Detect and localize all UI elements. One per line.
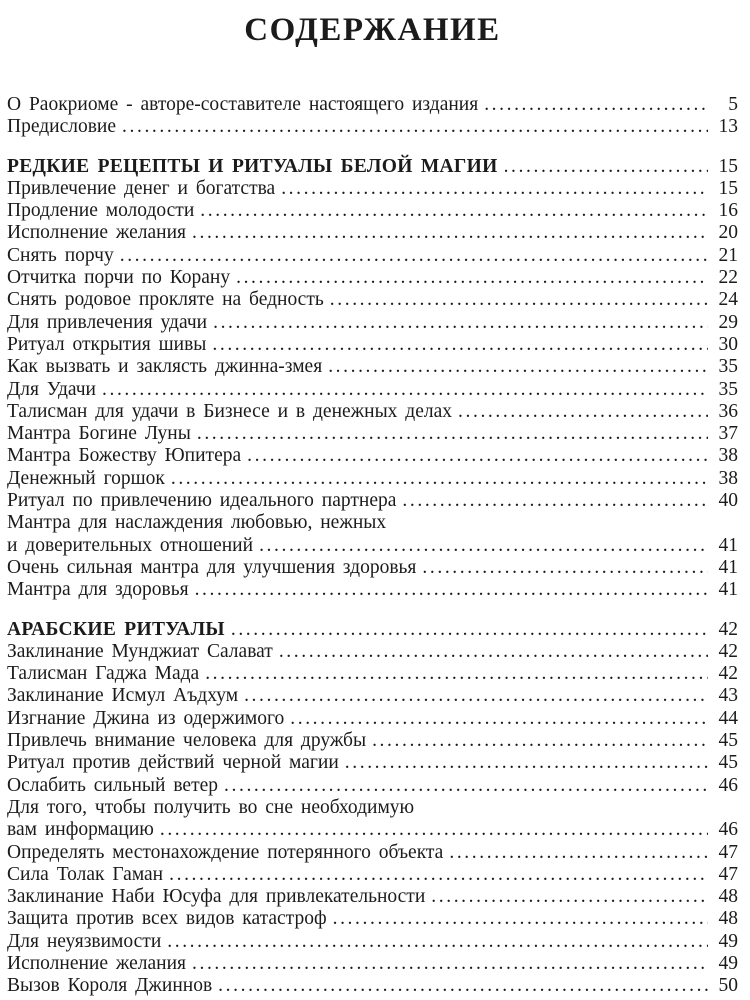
toc-section: [7, 619, 738, 998]
toc-entry-label: РЕДКИЕ РЕЦЕПТЫ И РИТУАЛЫ БЕЛОЙ МАГИИ: [7, 155, 498, 177]
toc-entry: [7, 730, 738, 752]
toc-entry-label: Для неуязвимости: [7, 930, 162, 952]
toc-entry-page: 36: [718, 400, 738, 422]
toc-entry-page: 20: [718, 222, 738, 244]
toc-entry: [7, 334, 738, 356]
toc-entry-page: 15: [718, 177, 738, 199]
toc-entry-page: 15: [718, 155, 738, 177]
toc-entry-label: Сила Толак Гаман: [7, 863, 164, 885]
toc-entry: [7, 178, 738, 200]
dot-leader: [213, 312, 708, 334]
toc-entry-label: Ослабить сильный ветер: [7, 774, 219, 796]
toc-entry-page: 41: [718, 534, 738, 556]
toc-entry-label: Мантра для здоровья: [7, 579, 189, 601]
toc-entry-label: Мантра Богине Луны: [7, 423, 191, 445]
dot-leader: [160, 819, 708, 841]
toc-section: [7, 94, 738, 139]
toc-entry-label: Мантра Божеству Юпитера: [7, 445, 242, 467]
toc-entry-label: Привлечь внимание человека для дружбы: [7, 730, 367, 752]
dot-leader: [212, 334, 708, 356]
toc-entry: [7, 953, 738, 975]
dot-leader: [122, 116, 708, 138]
toc-entry-page: 37: [718, 423, 738, 445]
toc-entry-label: Для того, чтобы получить во сне необходимую: [7, 796, 415, 818]
toc-entry-label: Защита против всех видов катастроф: [7, 908, 327, 930]
dot-leader: [279, 641, 708, 663]
table-of-contents: [7, 94, 738, 998]
toc-entry: [7, 775, 738, 797]
toc-entry-page: 49: [718, 930, 738, 952]
toc-entry: [7, 289, 738, 311]
toc-entry-page: 50: [718, 975, 738, 997]
dot-leader: [197, 423, 708, 445]
toc-entry-label: Очень сильная мантра для улучшения здоровья: [7, 556, 417, 578]
dot-leader: [422, 557, 708, 579]
dot-leader: [484, 94, 708, 116]
toc-entry-page: 38: [718, 445, 738, 467]
toc-entry: [7, 200, 738, 222]
toc-entry-page: 24: [718, 289, 738, 311]
toc-entry-page: 47: [718, 841, 738, 863]
toc-entry-page: 42: [718, 663, 738, 685]
dot-leader: [372, 730, 708, 752]
toc-entry-label: Привлечение денег и богатства: [7, 177, 276, 199]
toc-entry: [7, 222, 738, 244]
toc-entry-page: 40: [718, 490, 738, 512]
dot-leader: [171, 468, 708, 490]
toc-entry: [7, 468, 738, 490]
dot-leader: [244, 685, 708, 707]
toc-entry-page: 45: [718, 730, 738, 752]
toc-entry-label: Заклинание Мунджиат Салават: [7, 640, 273, 662]
toc-section: [7, 156, 738, 602]
dot-leader: [192, 953, 708, 975]
toc-entry-label: Продление молодости: [7, 200, 195, 222]
toc-entry-page: 43: [718, 685, 738, 707]
toc-entry-label: и доверительных отношений: [7, 534, 254, 556]
dot-leader: [236, 267, 708, 289]
toc-entry-page: 30: [718, 333, 738, 355]
toc-entry: [7, 886, 738, 908]
toc-entry: [7, 663, 738, 685]
toc-entry-page: 41: [718, 556, 738, 578]
toc-entry-label: Исполнение желания: [7, 952, 186, 974]
toc-entry: [7, 819, 738, 841]
dot-leader: [328, 356, 708, 378]
toc-entry: [7, 267, 738, 289]
toc-entry-label: Мантра для наслаждения любовью, нежных: [7, 512, 387, 534]
dot-leader: [205, 663, 708, 685]
dot-leader: [431, 886, 708, 908]
dot-leader: [231, 619, 708, 641]
toc-entry-page: 48: [718, 908, 738, 930]
toc-entry-page: 42: [718, 640, 738, 662]
toc-entry: [7, 116, 738, 138]
toc-entry-page: 48: [718, 886, 738, 908]
dot-leader: [218, 975, 708, 997]
dot-leader: [333, 908, 708, 930]
toc-entry-label: О Раокриоме - авторе-составителе настоящего издания: [7, 94, 479, 115]
dot-leader: [402, 490, 708, 512]
dot-leader: [330, 289, 708, 311]
toc-entry: [7, 641, 738, 663]
toc-entry: [7, 245, 738, 267]
toc-entry-label: Ритуал против действий черной магии: [7, 752, 339, 774]
toc-entry: [7, 312, 738, 334]
dot-leader: [102, 379, 708, 401]
toc-entry-page: 13: [718, 116, 738, 138]
toc-entry: [7, 356, 738, 378]
toc-entry-page: 29: [718, 311, 738, 333]
dot-leader: [200, 200, 708, 222]
toc-entry-page: 46: [718, 819, 738, 841]
toc-entry-label: вам информацию: [7, 819, 154, 841]
dot-leader: [224, 775, 708, 797]
toc-entry-label: Ритуал по привлечению идеального партнера: [7, 490, 397, 512]
toc-entry-label: Заклинание Исмул Аъдхум: [7, 685, 239, 707]
dot-leader: [169, 864, 708, 886]
dot-leader: [281, 178, 708, 200]
toc-entry-label: Снять родовое прокляте на бедность: [7, 289, 324, 311]
toc-entry-label: Отчитка порчи по Корану: [7, 267, 231, 289]
toc-entry-label: Изгнание Джина из одержимого: [7, 707, 285, 729]
toc-entry-label: Для привлечения удачи: [7, 311, 208, 333]
dot-leader: [458, 401, 708, 423]
dot-leader: [449, 842, 708, 864]
toc-entry-page: 21: [718, 244, 738, 266]
toc-entry: [7, 708, 738, 730]
toc-entry: [7, 931, 738, 953]
toc-entry-page: 22: [718, 267, 738, 289]
toc-entry-label: Как вызвать и заклясть джинна-змея: [7, 356, 323, 378]
toc-entry-label: Предисловие: [7, 116, 117, 138]
toc-entry-label: Вызов Короля Джиннов: [7, 975, 213, 997]
dot-leader: [120, 245, 708, 267]
dot-leader: [167, 931, 708, 953]
toc-entry-label: Исполнение желания: [7, 222, 186, 244]
dot-leader: [345, 752, 708, 774]
toc-entry: [7, 908, 738, 930]
toc-entry: [7, 94, 738, 116]
toc-entry-label: Ритуал открытия шивы: [7, 333, 207, 355]
toc-entry: [7, 752, 738, 774]
toc-section-heading: [7, 619, 738, 641]
dot-leader: [192, 222, 708, 244]
toc-entry-page: 16: [718, 200, 738, 222]
toc-entry-label: Талисман для удачи в Бизнесе и в денежных делах: [7, 400, 453, 422]
toc-entry-page: 35: [718, 356, 738, 378]
toc-entry-label: Заклинание Наби Юсуфа для привлекательности: [7, 886, 426, 908]
toc-entry-page: 38: [718, 467, 738, 489]
page-title: СОДЕРЖАНИЕ: [244, 12, 501, 48]
toc-entry-page: 46: [718, 774, 738, 796]
dot-leader: [290, 708, 708, 730]
toc-entry-page: 5: [728, 94, 738, 115]
toc-entry: [7, 512, 738, 534]
toc-section-heading: [7, 156, 738, 178]
toc-entry: [7, 379, 738, 401]
dot-leader: [247, 445, 708, 467]
toc-entry-page: 45: [718, 752, 738, 774]
toc-entry-label: Снять порчу: [7, 244, 114, 266]
dot-leader: [259, 535, 708, 557]
toc-entry-page: 41: [718, 579, 738, 601]
toc-entry: [7, 535, 738, 557]
toc-entry: [7, 445, 738, 467]
toc-entry: [7, 490, 738, 512]
toc-entry-label: Талисман Гаджа Мада: [7, 663, 200, 685]
toc-entry: [7, 842, 738, 864]
toc-entry-page: 49: [718, 952, 738, 974]
toc-entry-page: 42: [718, 618, 738, 640]
toc-entry-page: 47: [718, 863, 738, 885]
dot-leader: [195, 579, 708, 601]
toc-entry: [7, 401, 738, 423]
toc-entry-page: 35: [718, 378, 738, 400]
toc-entry: [7, 557, 738, 579]
toc-entry: [7, 797, 738, 819]
toc-entry: [7, 975, 738, 997]
dot-leader: [504, 156, 708, 178]
toc-entry: [7, 423, 738, 445]
toc-entry: [7, 685, 738, 707]
toc-entry-label: АРАБСКИЕ РИТУАЛЫ: [7, 618, 225, 640]
toc-entry-page: 44: [718, 707, 738, 729]
toc-entry-label: Определять местонахождение потерянного объекта: [7, 841, 444, 863]
toc-entry-label: Денежный горшок: [7, 467, 165, 489]
toc-entry: [7, 579, 738, 601]
toc-entry: [7, 864, 738, 886]
toc-entry-label: Для Удачи: [7, 378, 96, 400]
